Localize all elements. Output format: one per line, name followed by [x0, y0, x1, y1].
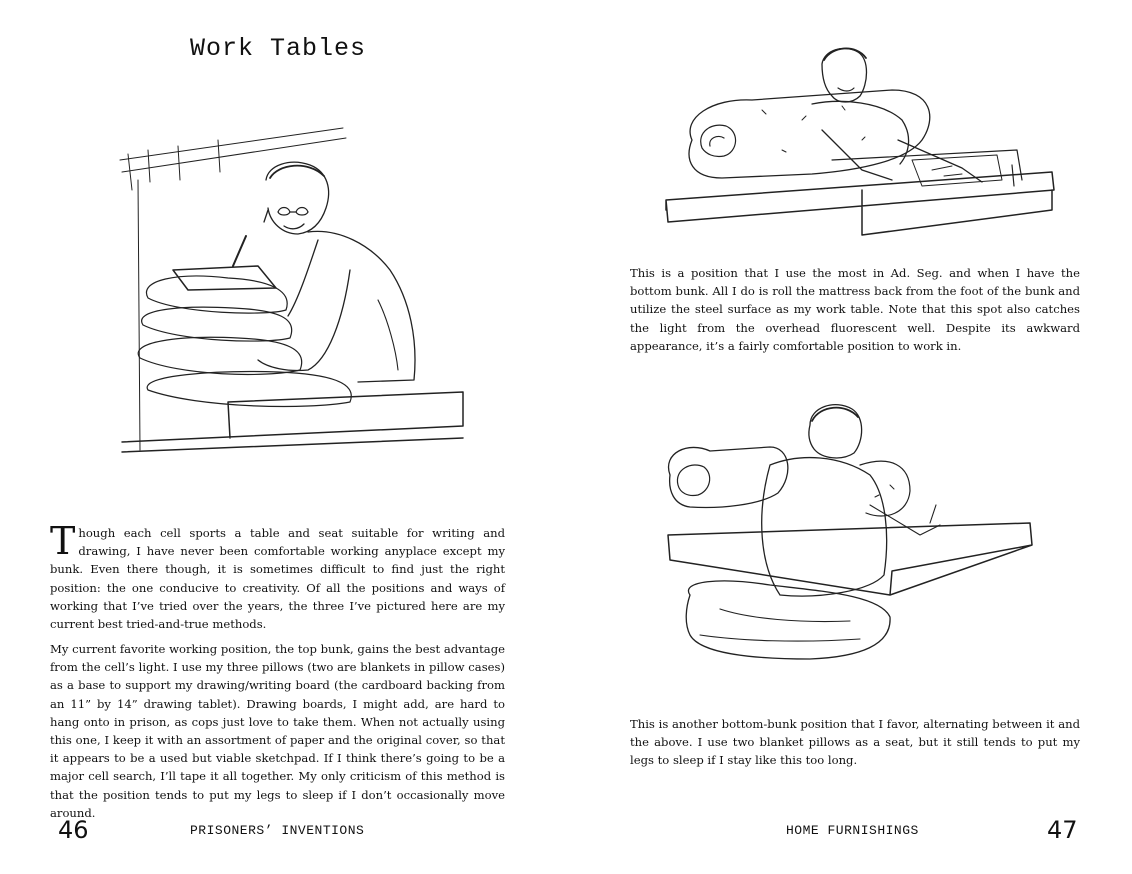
page-number-right: 47: [1047, 816, 1078, 844]
page-title: Work Tables: [190, 34, 367, 63]
intro-paragraph-text: hough each cell sports a table and seat suitable for writing and drawing, I have never been comfortable working anyplace except my bunk. Even there though, it is sometimes difficult to find just the right position: the one conducive to creativity. Of all the positions and ways of working that I’ve tried over the years, the three I’ve pictured here are my current best tried-and-true methods.: [50, 526, 505, 632]
caption-kneeling-position: This is another bottom-bunk position that I favor, alternating between it and the above. I use two blanket pillows as a seat, but it still tends to put my legs to sleep if I stay like this too long.: [630, 717, 1080, 768]
right-page: [566, 0, 1132, 874]
running-head-left: PRISONERS’ INVENTIONS: [190, 823, 365, 838]
intro-paragraph: [50, 519, 505, 633]
kneeling-sketch: [660, 395, 1040, 685]
drop-cap: T: [50, 519, 76, 563]
running-head-right: HOME FURNISHINGS: [786, 823, 919, 838]
favorite-position-paragraph: My current favorite working position, the top bunk, gains the best advantage from the cell’s light. I use my three pillows (two are blankets in pillow cases) as a base to support my drawing/writing board (the cardboard backing from an 11” by 14” drawing tablet). Drawing boards, I might add, are hard to hang onto in prison, as cops just love to take them. When not actually using this one, I keep it with an assortment of paper and the original cover, so that it appears to be a used but viable sketchpad. If I think there’s going to be a major cell search, I’ll tape it all together. My only criticism of this method is that the position tends to put my legs to sleep if I don’t occasionally move around.: [50, 642, 505, 820]
top-bunk-sketch: [118, 120, 478, 460]
mattress-rolled-sketch: [662, 40, 1057, 240]
page-number-left: 46: [58, 816, 89, 844]
caption-mattress-position: This is a position that I use the most in Ad. Seg. and when I have the bottom bunk. All I do is roll the mattress back from the foot of the bunk and utilize the steel surface as my work table. Note that this spot also catches the light from the overhead fluorescent well. Despite its awkward appearance, it’s a fairly comfortable position to work in.: [630, 266, 1080, 353]
